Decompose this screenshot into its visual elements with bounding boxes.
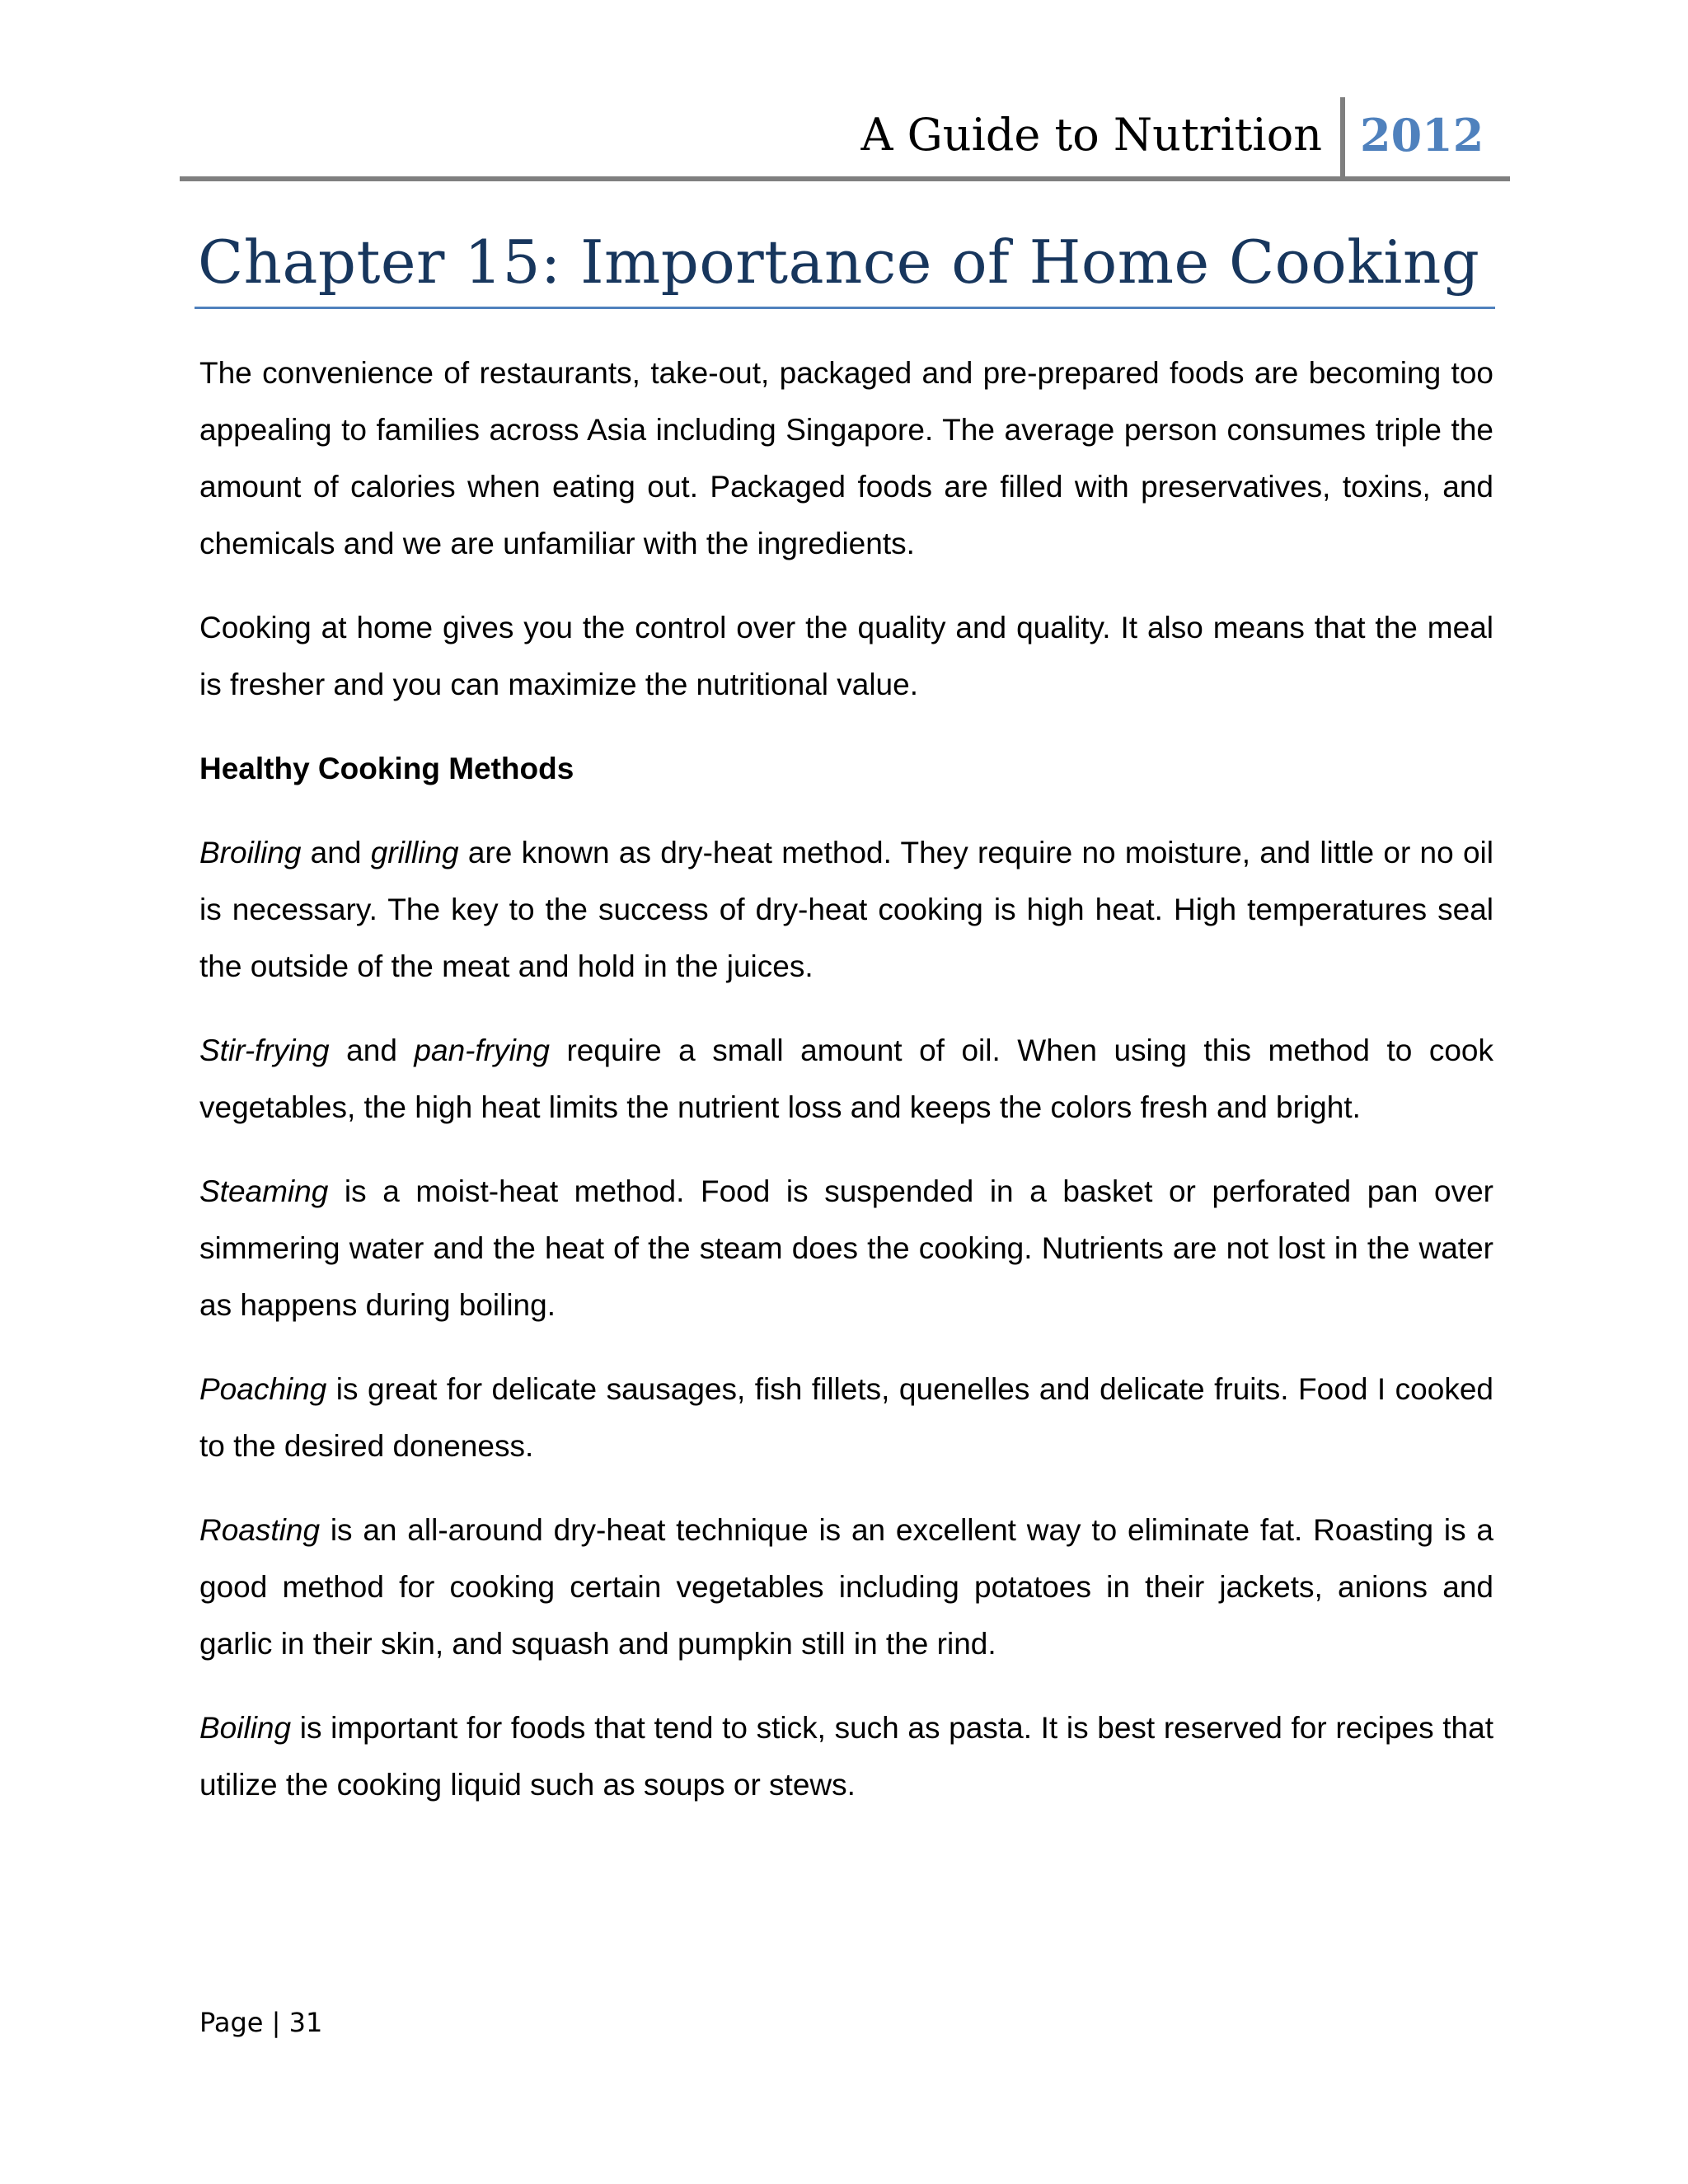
method-term-grilling: grilling: [370, 836, 459, 869]
method-text-poaching: is great for delicate sausages, fish fillets, quenelles and delicate fruits. Food I cooked to the desired doneness.: [199, 1372, 1493, 1463]
method-term-roasting: Roasting: [199, 1513, 321, 1547]
method-roasting-paragraph: [199, 1502, 1493, 1672]
method-boiling-paragraph: [199, 1699, 1493, 1813]
method-steaming-paragraph: [199, 1163, 1493, 1333]
method-broiling-paragraph: [199, 824, 1493, 995]
method-text-roasting: is an all-around dry-heat technique is an excellent way to eliminate fat. Roasting is a good method for cooking certain vegetables including potatoes in their jackets, anions and garlic in their skin, and squash and pumpkin still in the rind.: [199, 1513, 1493, 1661]
page-body: [199, 344, 1493, 1840]
method-text-steaming: is a moist-heat method. Food is suspended in a basket or perforated pan over simmering water and the heat of the steam does the cooking. Nutrients are not lost in the water as happens during boiling.: [199, 1174, 1493, 1322]
method-term-boiling: Boiling: [199, 1711, 292, 1745]
method-text-broiling: are known as dry-heat method. They require no moisture, and little or no oil is necessary. The key to the success of dry-heat cooking is high heat. High temperatures seal the outside of the meat and hold in the juices.: [199, 836, 1493, 983]
method-frying-paragraph: [199, 1022, 1493, 1136]
method-term-poaching: Poaching: [199, 1372, 327, 1406]
method-poaching-paragraph: [199, 1361, 1493, 1474]
page-header: [180, 97, 1510, 180]
intro-paragraph-2: Cooking at home gives you the control over the quality and quality. It also means that the meal is fresher and you can maximize the nutritional value.: [199, 611, 1493, 701]
method-join-broiling: and: [301, 836, 371, 869]
section-heading: Healthy Cooking Methods: [199, 752, 574, 785]
chapter-title-rule: [195, 307, 1495, 309]
page-footer: Page | 31: [199, 2007, 323, 2038]
method-text-frying: require a small amount of oil. When using this method to cook vegetables, the high heat limits the nutrient loss and keeps the colors fresh and bright.: [199, 1033, 1493, 1124]
method-term-broiling: Broiling: [199, 836, 302, 869]
method-join-frying: and: [329, 1033, 415, 1067]
header-title: A Guide to Nutrition: [860, 109, 1322, 161]
header-rule: [180, 176, 1510, 181]
chapter-title: Chapter 15: Importance of Home Cooking: [198, 227, 1480, 297]
intro-paragraph-1: The convenience of restaurants, take-out, packaged and pre-prepared foods are becoming too appealing to families across Asia including Singapore. The average person consumes triple the amount of calories when eating out. Packaged foods are filled with preservatives, toxins, and chemicals and we are unfamiliar with the ingredients.: [199, 356, 1493, 560]
method-text-boiling: is important for foods that tend to stick, such as pasta. It is best reserved for recipes that utilize the cooking liquid such as soups or stews.: [199, 1711, 1493, 1802]
method-term-steaming: Steaming: [199, 1174, 329, 1208]
header-divider: [1340, 97, 1345, 181]
method-term-stir-frying: Stir-frying: [199, 1033, 330, 1067]
header-year: 2012: [1360, 109, 1484, 162]
method-term-pan-frying: pan-frying: [414, 1033, 550, 1067]
